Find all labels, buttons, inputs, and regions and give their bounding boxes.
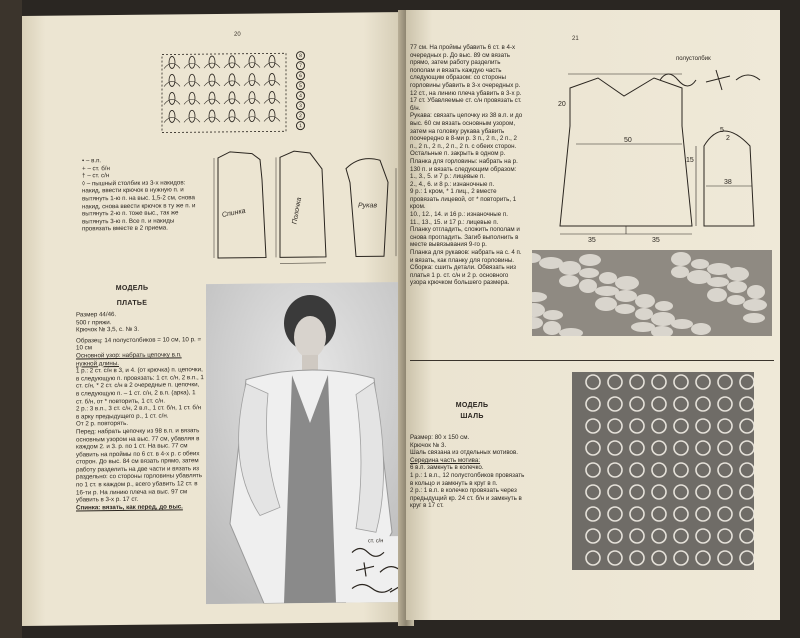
- text-line: 1., 3., 5. и 7 р.: лицевые п.: [410, 173, 485, 181]
- dress-instructions: [76, 310, 204, 512]
- crochet-chart: [160, 49, 310, 137]
- right-page-number: 21: [572, 36, 579, 42]
- legend-item: ◊ – пышный столбик из 3-х накидов: накид, ввести крючок в нужную п. и вытянуть 1-ю п. на выс. 1,5-2 см, снова накид, снова ввести крючок в ту же п. и вытянуть 2-ю п. тоже выс., так же вытянуть 3-ю п. Все п. и накиды провязать вместе в 2 приема.: [82, 179, 196, 233]
- shawl-instructions: [410, 434, 526, 510]
- chart-row-number: 6: [296, 71, 305, 80]
- model-heading-shawl: [422, 402, 522, 420]
- book-edge-shadow: [0, 0, 22, 638]
- text-line: 2 р.: 3 в.п., 3 ст. с/н, 2 в.п., 1 ст. б/н, 1 ст. б/н в арку предыдущего р., 1 ст. с/н.: [76, 404, 202, 421]
- svg-text:2: 2: [726, 135, 730, 142]
- text-line: 2 р.: 1 в.п. в колечко провязать через предыдущий кр. 24 ст. б/н и замкнуть в круг в 17 ст.: [410, 487, 522, 510]
- model-label: МОДЕЛЬ: [455, 402, 489, 409]
- text-line: Образец: 14 полустолбиков = 10 см, 10 р. = 10 см: [76, 335, 202, 352]
- left-page: [22, 12, 410, 626]
- left-page-number: 20: [234, 31, 241, 38]
- text-line: 2., 4., 6. и 8 р.: изнаночные п.: [410, 180, 495, 188]
- shawl-lace-photo: [572, 372, 754, 570]
- svg-text:38: 38: [724, 179, 732, 186]
- text-line: 1 р.: 2 ст. с/н в 3, и 4. (от крючка) п. цепочки, в следующую п. провязать: 1 ст. с/н, 2 в.п., 1 ст. с/н, * 2 ст. с/н в 2 очередные п. цепочки, в следующую п. – 1 ст. с/н, 2 в.п. (арка), 1 ст. б/н, от * повторить, 1 ст. с/н.: [76, 366, 204, 405]
- text-line: Крючок № 3,5, с. № 3.: [76, 325, 140, 334]
- svg-text:35: 35: [652, 237, 660, 242]
- text-line: Основной узор: набрать цепочку в.п. нужной длины.: [76, 351, 182, 368]
- text-line: От 2 р. повторять.: [76, 420, 129, 428]
- chart-row-number: 7: [296, 61, 305, 70]
- right-page: [406, 10, 780, 620]
- text-line: Спинка: вязать, как перед, до выс.: [76, 503, 183, 512]
- text-line: 9 р.: 1 кром, * 1 лиц., 2 вместе провязать лицевой, от * повторить, 1 кром.: [410, 188, 517, 211]
- label-polustolbik: полустолбик: [676, 56, 711, 62]
- polustolbik-diagram: [656, 64, 766, 96]
- chart-row-number: 4: [296, 91, 305, 100]
- text-line: 500 г пряжи.: [76, 318, 112, 327]
- model-label: МОДЕЛЬ: [115, 284, 149, 293]
- text-line: 1 р.: 1 в.п., 12 полустолбиков провязать в кольцо и замкнуть в круг в п.: [410, 471, 525, 487]
- text-line: Планка для рукавов: набрать на с. 4 п. и вязать, как планку для горловины.: [410, 249, 522, 264]
- text-line: 10., 12., 14. и 16 р.: изнаночные п.: [410, 211, 508, 219]
- model-name: ПЛАТЬЕ: [116, 299, 148, 308]
- chart-row-number: 3: [296, 101, 305, 110]
- text-line: 77 см. На проймы убавить 6 ст. в 4-х очередных р. До выс. 89 см вязать прямо, затем работу разделить пополам и вязать каждую часть следующим образом: со стороны горловины убавить в 3-х очередных р. 12 ст., на линию плеча убавить в 3-х р. 17 ст. Убавляемые ст. с/н провязать ст. б/н.: [410, 44, 522, 112]
- legend-item: + – ст. б/н: [82, 164, 110, 172]
- text-line: 11., 13., 15. и 17 р.: лицевые п.: [410, 218, 499, 226]
- model-name: ШАЛЬ: [460, 413, 484, 420]
- svg-text:5: 5: [720, 127, 724, 134]
- label-rukav: Рукав: [358, 202, 378, 210]
- text-line: Планку отгладить, сложить пополам и снова прогладить. Загиб выполнить в месте вывязывания 9-го р.: [410, 226, 520, 249]
- chart-row-numbers: [292, 51, 308, 135]
- text-line: Планка для горловины: набрать на р. 130 п. и вязать следующим образом:: [410, 157, 518, 173]
- text-line: Перед: набрать цепочку из 98 в.п. и вязать основным узором на выс. 77 см, убавляя в каждом 2. и 3. р. по 1 ст. На выс. 77 см убавить на проймы по 6 ст. в 4-х р. с обеих сторон. До выс. 84 см вязать прямо, затем работу разделить на две части и вязать из раздельно: со стороны горловины убавлять по 1 ст. в каждом р., всего убавить 12 ст. в 16-ти р. На линию плеча на выс. 97 см убавить в 3-х р. 17 ст.: [76, 427, 202, 504]
- chart-row-number: 5: [296, 81, 305, 90]
- model-photo-dress: [206, 282, 410, 604]
- text-line: Середина часть мотива:: [410, 456, 481, 464]
- stitch-legend: [82, 156, 202, 233]
- chart-row-number: 1: [296, 121, 305, 130]
- section-divider: [410, 360, 774, 361]
- text-line: Сборка: сшить детали. Обвязать низ платья 1 р. ст. с/н и 2 р. основного узора крючком большего размера.: [410, 264, 517, 287]
- chart-row-number: 2: [296, 111, 305, 120]
- text-line: Размер 44/46.: [76, 311, 117, 319]
- legend-item: • – в.п.: [82, 157, 102, 165]
- fabric-sample-photo-top: [532, 250, 772, 336]
- garment-pattern-diagrams: [210, 138, 410, 272]
- label-spinka: Спинка: [221, 207, 247, 219]
- chart-row-number: 8: [296, 51, 305, 60]
- label-polochka: Полочка: [291, 196, 304, 225]
- text-line: Размер: 80 х 150 см.: [410, 434, 470, 441]
- model-heading-dress: [72, 284, 192, 307]
- text-line: 6 в.п. замкнуть в колечко.: [410, 464, 484, 472]
- dress-instructions-continued: [410, 44, 524, 287]
- text-line: Крючок № 3.: [410, 441, 447, 449]
- svg-text:35: 35: [588, 237, 596, 242]
- svg-text:20: 20: [558, 101, 566, 108]
- text-line: Шаль связана из отдельных мотивов.: [410, 449, 518, 457]
- text-line: Рукава: связать цепочку из 38 в.п. и до выс. 60 см вязать основным узором, затем на головку рукава убавить поочередно в 8-ми р. 3 п., 2 п., 2 п., 2 п., 2 п., 2 п., 2 п., 2 п. с обеих сторон. Остальные п. закрыть в одном р.: [410, 112, 523, 158]
- svg-text:50: 50: [624, 137, 632, 144]
- legend-item: † – ст. с/н: [82, 172, 110, 180]
- inset-label: ст. с/н: [368, 538, 384, 545]
- svg-text:15: 15: [686, 157, 694, 164]
